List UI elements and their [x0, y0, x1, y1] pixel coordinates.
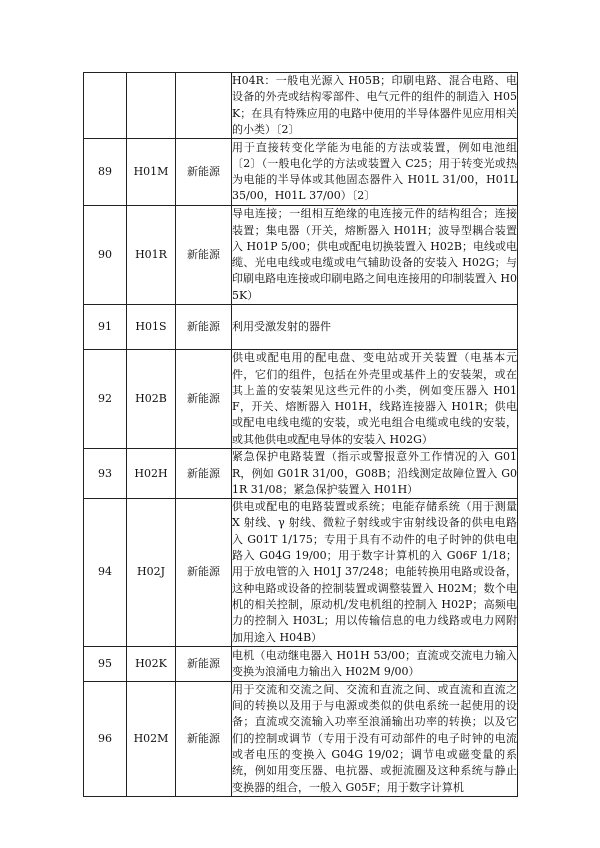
row-number: 92: [84, 350, 127, 449]
table-row: [84, 206, 518, 305]
ipc-code: H02B: [127, 350, 176, 449]
field-category: 新能源: [176, 206, 232, 305]
row-number: 96: [84, 681, 127, 796]
ipc-code: H02K: [127, 646, 176, 681]
ipc-code: H02M: [127, 681, 176, 796]
class-description: 导电连接；一组相互绝缘的电连接元件的结构组合；连接装置；集电器（开关，熔断器入 H01H；波导型耦合装置入 H01P 5/00；供电或配电切换装置入 H02B；电线或电缆、光电电线或电缆或电气辅助设备的安装入 H02G；与印刷电路电连接或印刷电路之间电连接用的印制装置入 H05K）: [232, 206, 518, 305]
class-description: 供电或配电用的配电盘、变电站或开关装置（电基本元件，它们的组件，包括在外壳里或基件上的安装架，或在其上盖的安装架见这些元件的小类，例如变压器入 H01F，开关、熔断器入 H01H，线路连接器入 H01R；供电或配电电线电缆的安装，或光电组合电缆或电线的安装，或其他供电或配电导体的安装入 H02G）: [232, 350, 518, 449]
table-row: [84, 139, 518, 206]
field-category: [176, 73, 232, 139]
row-number: 91: [84, 305, 127, 350]
field-category: 新能源: [176, 646, 232, 681]
field-category: 新能源: [176, 499, 232, 647]
table-row: [84, 499, 518, 647]
row-number: 94: [84, 499, 127, 647]
ipc-code: H01R: [127, 206, 176, 305]
ipc-code: [127, 73, 176, 139]
class-description: 供电或配电的电路装置或系统；电能存储系统（用于测量 X 射线、γ 射线、微粒子射线或宇宙射线设备的供电电路入 G01T 1/175；专用于具有不动件的电子时钟的供电电路入 G04G 19/00；用于数字计算机的入 G06F 1/18；用于放电管的入 H01J 37/248；电能转换用电路或设备，这种电路或设备的控制装置或调整装置入 H02M；数个电机的相关控制，原动机/发电机组的控制入 H02P；高频电力的控制入 H03L；用以传输信息的电力线路或电力网附加用途入 H04B）: [232, 499, 518, 647]
class-description: 用于直接转变化学能为电能的方法或装置，例如电池组〔2〕（一般电化学的方法或装置入 C25；用于转变光或热为电能的半导体或其他固态器件入 H01L 31/00，H01L 35/00，H01L 37/00）〔2〕: [232, 139, 518, 206]
field-category: 新能源: [176, 139, 232, 206]
class-description: 紧急保护电路装置（指示或警报意外工作情况的入 G01R，例如 G01R 31/00，G08B；沿线测定故障位置入 G01R 31/08；紧急保护装置入 H01H）: [232, 449, 518, 499]
ipc-code: H02J: [127, 499, 176, 647]
table-row: [84, 305, 518, 350]
field-category: 新能源: [176, 449, 232, 499]
field-category: 新能源: [176, 681, 232, 796]
class-description: 电机（电动继电器入 H01H 53/00；直流或交流电力输入变换为浪涌电力输出入 H02M 9/00）: [232, 646, 518, 681]
table-row: [84, 681, 518, 796]
table-row: [84, 449, 518, 499]
row-number: 95: [84, 646, 127, 681]
row-number: 93: [84, 449, 127, 499]
table-row: [84, 73, 518, 139]
ipc-code: H01S: [127, 305, 176, 350]
class-description: 用于交流和交流之间、交流和直流之间、或直流和直流之间的转换以及用于与电源或类似的供电系统一起使用的设备；直流或交流输入功率至浪涌输出功率的转换；以及它们的控制或调节（专用于没有可动部件的电子时钟的电流或者电压的变换入 G04G 19/02；调节电或磁变量的系统，例如用变压器、电抗器、或扼流圈及这种系统与静止变换器的组合，一般入 G05F；用于数字计算机: [232, 681, 518, 796]
row-number: 89: [84, 139, 127, 206]
ipc-classification-table: [83, 72, 518, 797]
field-category: 新能源: [176, 350, 232, 449]
table-row: [84, 350, 518, 449]
class-description: 利用受激发射的器件: [232, 305, 518, 350]
row-number: 90: [84, 206, 127, 305]
ipc-code: H01M: [127, 139, 176, 206]
table-row: [84, 646, 518, 681]
class-description: H04R：一般电光源入 H05B；印刷电路、混合电路、电设备的外壳或结构零部件、电气元件的组件的制造入 H05K；在具有特殊应用的电路中使用的半导体器件见应用相关的小类）〔2〕: [232, 73, 518, 139]
row-number: [84, 73, 127, 139]
ipc-code: H02H: [127, 449, 176, 499]
field-category: 新能源: [176, 305, 232, 350]
